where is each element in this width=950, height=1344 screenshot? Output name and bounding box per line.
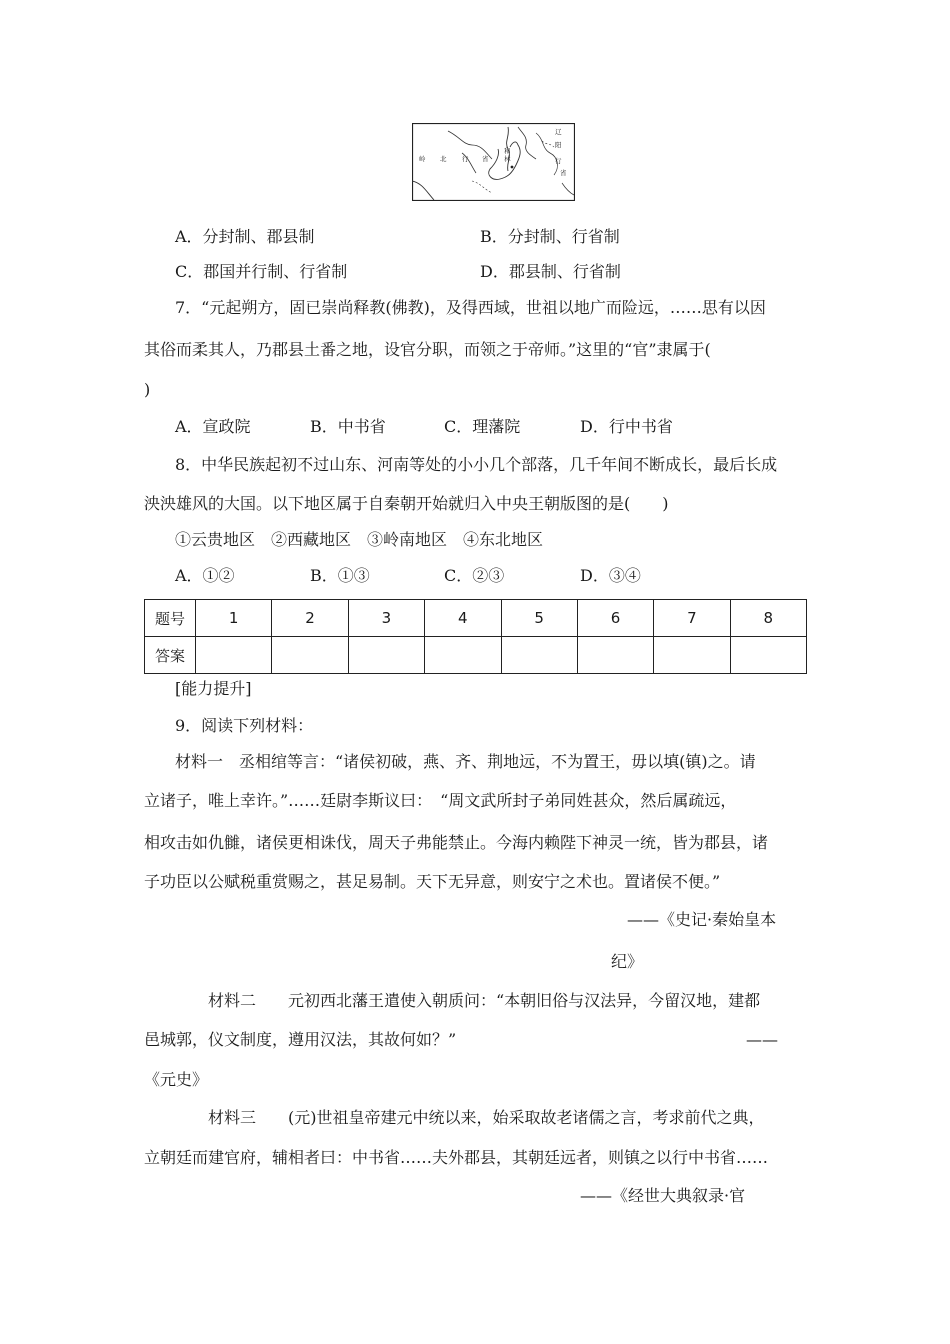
table-header-label: 题号 xyxy=(145,600,196,637)
material1-line-4: 子功臣以公赋税重赏赐之，甚足易制。天下无异意，则安宁之术也。置诸侯不便。” xyxy=(144,872,721,891)
material1-line-1: 材料一 丞相绾等言：“诸侯初破，燕、齐、荆地远，不为置王，毋以填(镇)之。请 xyxy=(175,752,756,771)
table-answer-cell[interactable] xyxy=(425,637,501,674)
q7-line-1: 7．“元起朔方，固已崇尚释教(佛教)，及得西域，世祖以地广而险远，……思有以因 xyxy=(175,298,766,317)
map-label: 林 xyxy=(504,155,511,163)
q8-option-a: A．①② xyxy=(175,566,235,585)
material2-dash: —— xyxy=(746,1030,778,1049)
historical-map-figure xyxy=(412,123,575,201)
q7-line-3: ) xyxy=(144,380,151,399)
q8-option-c: C．②③ xyxy=(444,566,505,585)
table-number-cell: 7 xyxy=(654,600,730,637)
table-answer-cell[interactable] xyxy=(196,637,272,674)
q6-option-a: A．分封制、郡县制 xyxy=(175,227,315,246)
section-title: [能力提升] xyxy=(175,679,252,698)
map-label: 行 xyxy=(555,157,562,165)
map-label: 省 xyxy=(560,169,567,177)
map-label: 省 xyxy=(482,155,489,163)
material1-source: ——《史记·秦始皇本 xyxy=(627,910,777,929)
q7-option-a: A．宣政院 xyxy=(175,417,251,436)
table-header-row xyxy=(145,600,807,637)
q6-option-d: D．郡县制、行省制 xyxy=(480,262,621,281)
map-label: 辽 xyxy=(555,128,562,136)
q8-option-d: D．③④ xyxy=(580,566,641,585)
q6-option-c: C．郡国并行制、行省制 xyxy=(175,262,348,281)
table-number-cell: 8 xyxy=(730,600,806,637)
table-number-cell: 2 xyxy=(272,600,348,637)
table-answer-cell[interactable] xyxy=(654,637,730,674)
map-label: 北 xyxy=(440,155,447,163)
map-label: 行 xyxy=(462,155,469,163)
q6-option-b: B．分封制、行省制 xyxy=(480,227,620,246)
q8-option-b: B．①③ xyxy=(310,566,370,585)
q7-line-2: 其俗而柔其人，乃郡县土番之地，设官分职，而领之于帝师。”这里的“官”隶属于( xyxy=(144,340,711,359)
table-answer-cell[interactable] xyxy=(348,637,424,674)
q7-option-b: B．中书省 xyxy=(310,417,386,436)
q7-option-c: C．理藩院 xyxy=(444,417,521,436)
answer-table xyxy=(144,599,807,674)
table-answer-cell[interactable] xyxy=(272,637,348,674)
material1-line-3: 相攻击如仇雠，诸侯更相诛伐，周天子弗能禁止。今海内赖陛下神灵一统，皆为郡县，诸 xyxy=(144,833,769,852)
table-number-cell: 5 xyxy=(501,600,577,637)
table-number-cell: 6 xyxy=(577,600,653,637)
table-answer-cell[interactable] xyxy=(577,637,653,674)
map-label: 阳 xyxy=(555,141,562,149)
table-number-cell: 1 xyxy=(196,600,272,637)
material1-source-cont: 纪》 xyxy=(611,952,644,971)
material3-line-1: 材料三 (元)世祖皇帝建元中统以来，始采取故老诸儒之言，考求前代之典， xyxy=(208,1108,765,1127)
q8-line-2: 泱泱雄风的大国。以下地区属于自秦朝开始就归入中央王朝版图的是( ) xyxy=(144,494,669,513)
material1-line-2: 立诸子，唯上幸许。”……廷尉李斯议曰： “周文武所封子弟同姓甚众，然后属疏远， xyxy=(144,791,737,810)
q9-intro: 9．阅读下列材料： xyxy=(175,716,314,735)
material2-source: 《元史》 xyxy=(144,1070,209,1089)
table-answer-cell[interactable] xyxy=(501,637,577,674)
table-answer-label: 答案 xyxy=(145,637,196,674)
table-answer-row xyxy=(145,637,807,674)
map-label: 岭 xyxy=(419,155,426,163)
material3-line-2: 立朝廷而建官府，辅相者曰：中书省……夫外郡县，其朝廷远者，则镇之以行中书省…… xyxy=(144,1148,769,1167)
map-label: 和 xyxy=(504,147,511,155)
table-answer-cell[interactable] xyxy=(730,637,806,674)
q7-option-d: D．行中书省 xyxy=(580,417,673,436)
capital-marker-icon xyxy=(511,166,514,169)
material2-line-2: 邑城郭，仪文制度，遵用汉法，其故何如？” xyxy=(144,1030,457,1049)
q8-items: ①云贵地区 ②西藏地区 ③岭南地区 ④东北地区 xyxy=(175,530,544,549)
material3-source: ——《经世大典叙录·官 xyxy=(580,1186,746,1205)
table-number-cell: 4 xyxy=(425,600,501,637)
table-number-cell: 3 xyxy=(348,600,424,637)
material2-line-1: 材料二 元初西北藩王遣使入朝质问：“本朝旧俗与汉法异，今留汉地，建都 xyxy=(208,991,761,1010)
q8-line-1: 8．中华民族起初不过山东、河南等处的小小几个部落，几千年间不断成长，最后长成 xyxy=(175,455,778,474)
